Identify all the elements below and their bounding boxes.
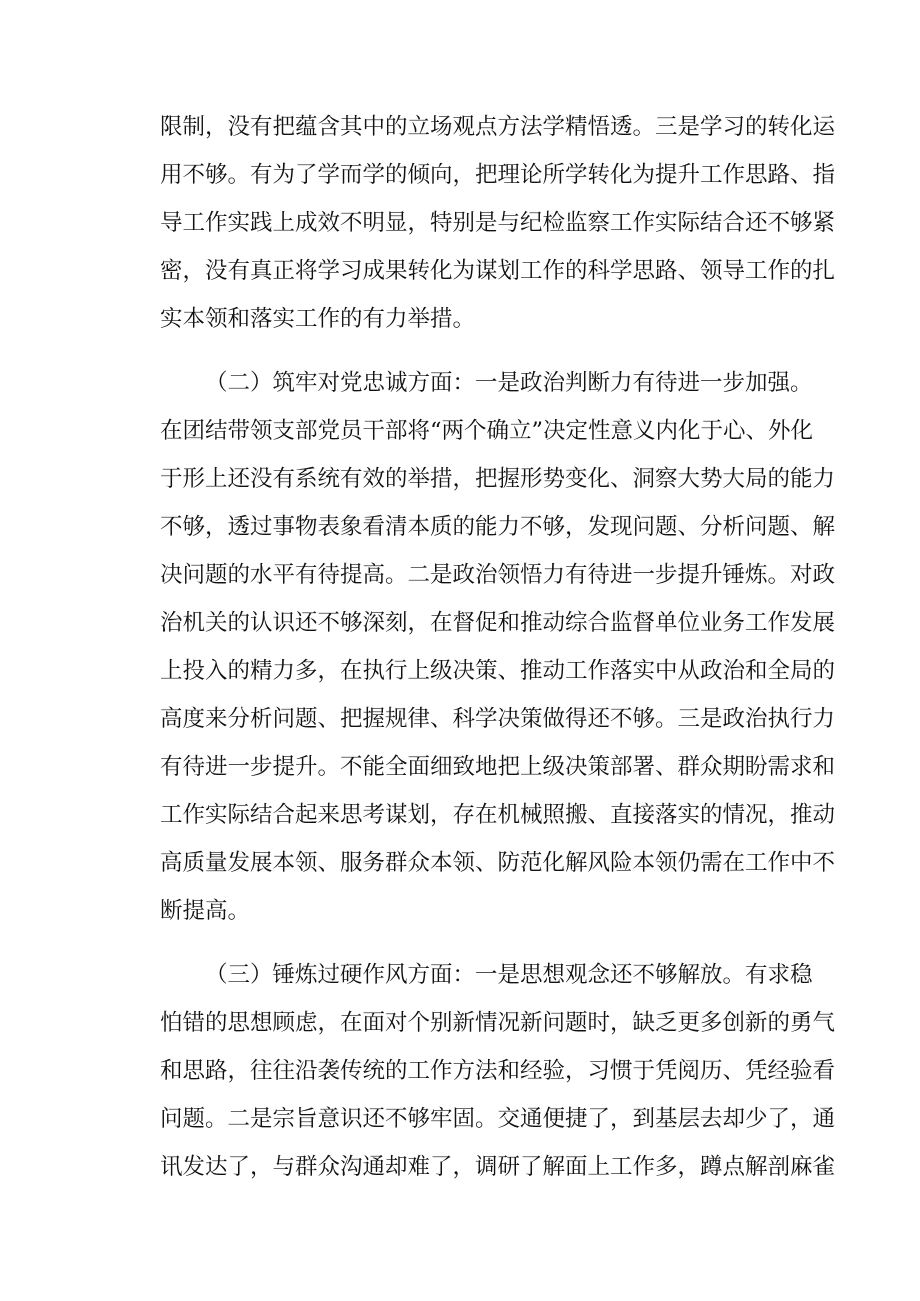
text-line: 高度来分析问题、把握规律、科学决策做得还不够。三是政治执行力 xyxy=(160,706,836,732)
text-line: 问题。二是宗旨意识还不够牢固。交通便捷了，到基层去却少了，通 xyxy=(160,1106,836,1132)
text-line: 治机关的认识还不够深刻，在督促和推动综合监督单位业务工作发展 xyxy=(160,610,836,636)
paragraph-heading-line: （二）筑牢对党忠诚方面：一是政治判断力有待进一步加强。 xyxy=(205,370,813,396)
text-line: 实本领和落实工作的有力举措。 xyxy=(160,306,476,332)
text-line: 不够，透过事物表象看清本质的能力不够，发现问题、分析问题、解 xyxy=(160,514,836,540)
text-line: 高质量发展本领、服务群众本领、防范化解风险本领仍需在工作中不 xyxy=(160,850,836,876)
text-line: 和思路，往往沿袭传统的工作方法和经验，习惯于凭阅历、凭经验看 xyxy=(160,1058,836,1084)
text-line: 于形上还没有系统有效的举措，把握形势变化、洞察大势大局的能力 xyxy=(160,466,836,492)
text-line: 在团结带领支部党员干部将“两个确立”决定性意义内化于心、外化 xyxy=(160,418,814,444)
text-line: 有待进一步提升。不能全面细致地把上级决策部署、群众期盼需求和 xyxy=(160,754,836,780)
text-line: 工作实际结合起来思考谋划，存在机械照搬、直接落实的情况，推动 xyxy=(160,802,836,828)
text-line: 上投入的精力多，在执行上级决策、推动工作落实中从政治和全局的 xyxy=(160,658,836,684)
text-line: 用不够。有为了学而学的倾向，把理论所学转化为提升工作思路、指 xyxy=(160,162,836,188)
text-line: 怕错的思想顾虑，在面对个别新情况新问题时，缺乏更多创新的勇气 xyxy=(160,1010,836,1036)
text-line: 导工作实践上成效不明显，特别是与纪检监察工作实际结合还不够紧 xyxy=(160,210,836,236)
text-line: 限制，没有把蕴含其中的立场观点方法学精悟透。三是学习的转化运 xyxy=(160,114,836,140)
text-line: 密，没有真正将学习成果转化为谋划工作的科学思路、领导工作的扎 xyxy=(160,258,836,284)
text-line: 断提高。 xyxy=(160,898,251,924)
paragraph-heading-line: （三）锤炼过硬作风方面：一是思想观念还不够解放。有求稳 xyxy=(205,962,813,988)
text-line: 决问题的水平有待提高。二是政治领悟力有待进一步提升锤炼。对政 xyxy=(160,562,836,588)
text-line: 讯发达了，与群众沟通却难了，调研了解面上工作多，蹲点解剖麻雀 xyxy=(160,1154,836,1180)
